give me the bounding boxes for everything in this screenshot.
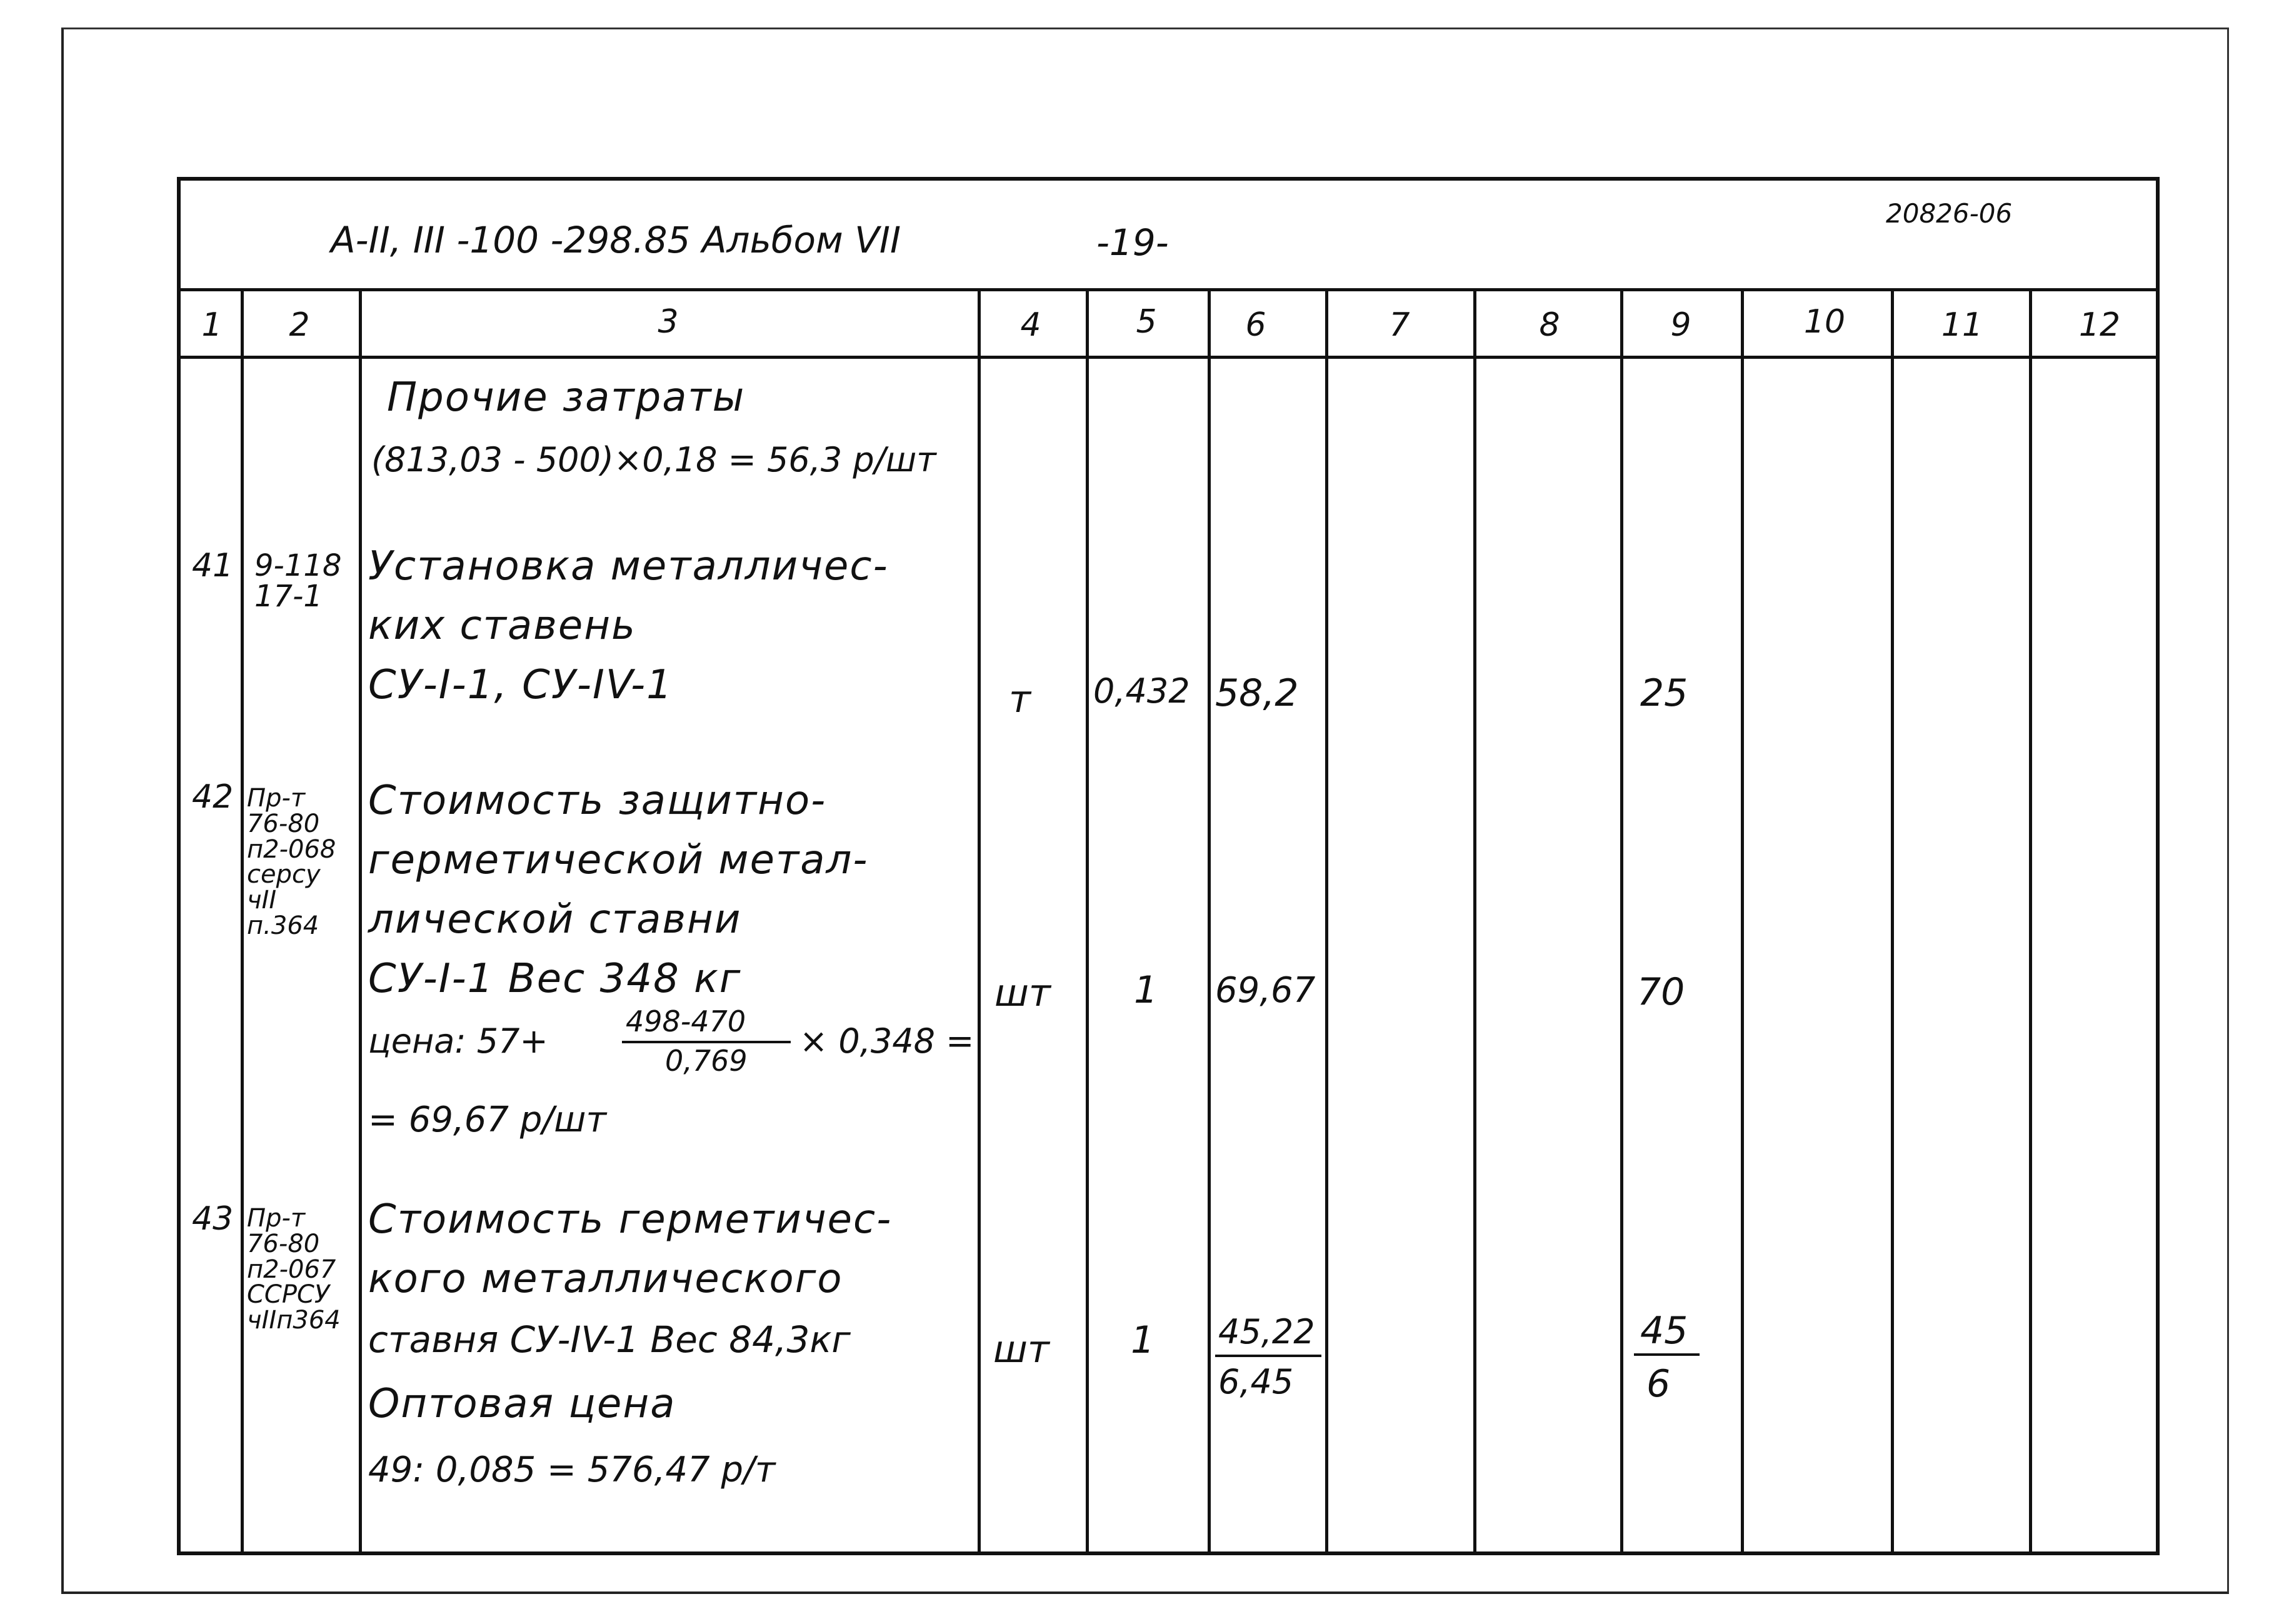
col-number-5: 5 [1136,303,1157,341]
row-42-desc-3: лической ставни [368,896,742,943]
intro-line-1: Прочие затраты [387,374,746,421]
col-divider-4 [1086,288,1089,1554]
row-42-desc-1: Стоимость защитно- [368,778,827,824]
col-divider-7 [1473,288,1476,1554]
header-divider [181,288,2157,291]
col-number-7: 7 [1389,306,1410,344]
row-41-code: 9-118 17-1 [254,548,342,614]
row-41-desc-3: СУ-I-1, СУ-IV-1 [368,662,673,708]
col-number-2: 2 [289,306,310,344]
row-41-number: 41 [192,547,234,584]
row-43-price-denominator: 6,45 [1218,1362,1294,1401]
row-41-desc-2: ких ставень [368,603,636,649]
row-43-col9-numerator: 45 [1640,1309,1688,1353]
row-42-formula-prefix: цена: 57+ [368,1021,548,1061]
row-42-formula-numerator: 498-470 [626,1005,746,1038]
row-43-price-numerator: 45,22 [1218,1312,1315,1351]
row-41-col9: 25 [1640,671,1688,715]
row-42-unit: шт [994,971,1051,1015]
row-43-desc-5: 49: 0,085 = 576,47 р/т [368,1450,776,1490]
col-divider-6 [1325,288,1328,1554]
row-42-formula-suffix: × 0,348 = [799,1021,974,1061]
row-41-qty: 0,432 [1093,671,1190,711]
col-divider-8 [1620,288,1623,1554]
col-number-3: 3 [658,303,679,341]
row-41-unit: т [1009,678,1031,721]
row-42-price: 69,67 [1215,970,1316,1011]
row-42-fraction-bar [622,1041,791,1043]
col-divider-3 [978,288,981,1554]
row-41-price: 58,2 [1215,671,1299,715]
row-41-desc-1: Установка металличес- [368,543,889,589]
row-42-formula-denominator: 0,769 [665,1044,748,1078]
row-43-desc-4: Оптовая цена [368,1381,676,1427]
row-43-desc-2: кого металлического [368,1256,843,1302]
row-42-formula-result: = 69,67 р/шт [368,1100,607,1140]
row-42-code: Пр-т 76-80 п2-068 серсу чII п.364 [247,784,336,940]
row-43-qty: 1 [1131,1318,1155,1362]
intro-line-2: (813,03 - 500)×0,18 = 56,3 р/шт [371,440,936,479]
row-43-unit: шт [993,1328,1049,1371]
row-43-price-fraction-bar [1215,1355,1321,1357]
row-43-col9-fraction-bar [1634,1353,1700,1356]
col-number-8: 8 [1539,306,1560,344]
row-43-code: Пр-т 76-80 п2-067 ССРСУ чIIп364 [247,1204,341,1335]
col-divider-11 [2029,288,2032,1554]
col-divider-5 [1208,288,1211,1554]
row-42-qty: 1 [1134,968,1158,1012]
col-divider-9 [1741,288,1744,1554]
col-number-4: 4 [1020,306,1041,344]
col-number-1: 1 [201,306,223,344]
column-header-divider [181,356,2157,359]
row-43-number: 43 [192,1200,234,1238]
col-number-12: 12 [2078,306,2121,344]
col-number-10: 10 [1803,303,1846,341]
col-divider-2 [359,288,362,1554]
row-43-desc-3: ставня СУ-IV-1 Вес 84,3кг [368,1318,851,1361]
row-43-desc-1: Стоимость герметичес- [368,1196,893,1243]
estimate-sheet [177,177,2160,1555]
row-42-desc-2: герметической метал- [368,837,869,883]
row-43-col9-denominator: 6 [1646,1362,1671,1406]
document-title: А-II, III -100 -298.85 Альбом VII [331,219,901,261]
document-code: 20826-06 [1886,198,2013,229]
col-divider-1 [241,288,244,1554]
row-42-col9: 70 [1637,970,1685,1014]
col-number-6: 6 [1245,306,1266,344]
col-divider-10 [1891,288,1894,1554]
row-42-number: 42 [192,778,234,816]
row-42-desc-4: СУ-I-1 Вес 348 кг [368,956,742,1002]
col-number-11: 11 [1941,306,1983,344]
page-number: -19- [1096,221,1169,264]
col-number-9: 9 [1670,306,1691,344]
